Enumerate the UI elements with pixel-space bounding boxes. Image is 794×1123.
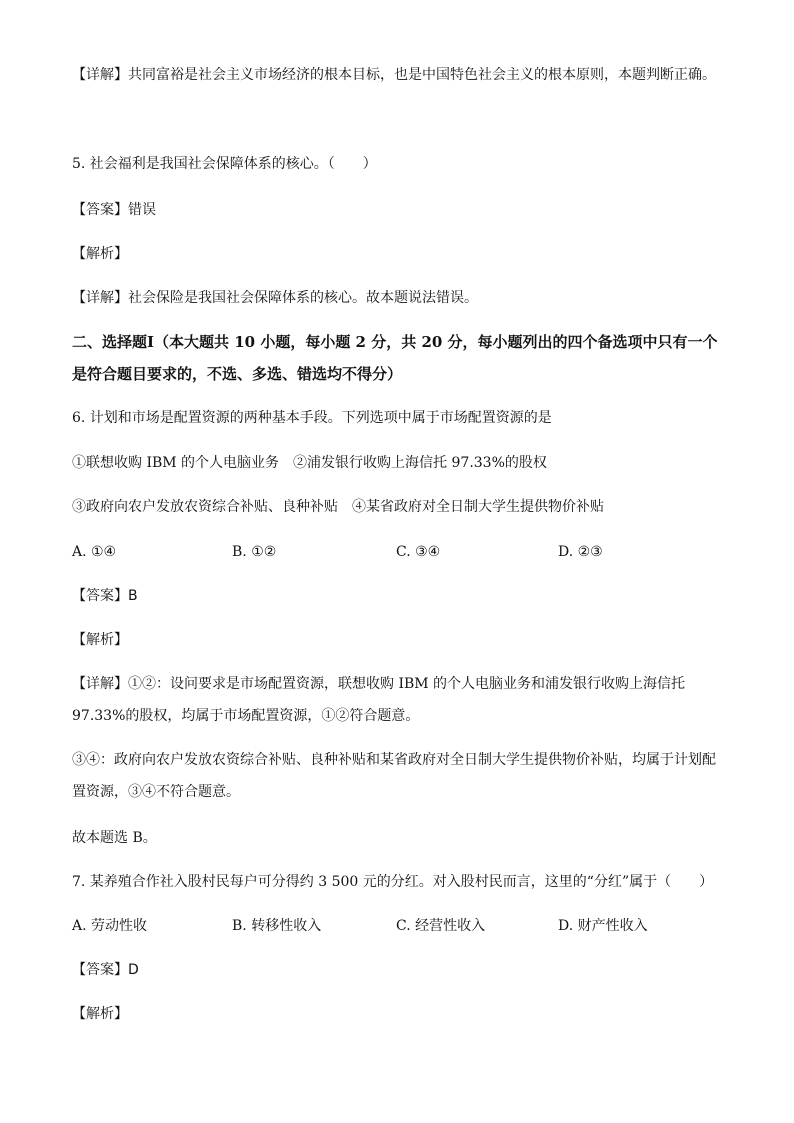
q7-option-d: D. 财产性收入 xyxy=(558,918,648,934)
q6-option-c: C. ③④ xyxy=(396,544,441,560)
answer-q7: 【答案】D xyxy=(72,962,139,978)
analysis-q7: 【解析】 xyxy=(72,1006,128,1022)
section-heading-2: 二、选择题Ⅰ（本大题共 10 小题，每小题 2 分，共 20 分，每小题列出的四个备选项中只有一个是符合题目要求的，不选、多选、错选均不得分） xyxy=(72,333,718,383)
q7-option-b: B. 转移性收入 xyxy=(232,918,322,934)
q6-statements-1: ①联想收购 IBM 的个人电脑业务 ②浦发银行收购上海信托 97.33%的股权 xyxy=(72,455,547,471)
q6-conclusion: 故本题选 B。 xyxy=(72,830,157,846)
analysis-q5: 【解析】 xyxy=(72,246,128,262)
answer-q6: 【答案】B xyxy=(72,588,138,604)
detail-q4: 【详解】共同富裕是社会主义市场经济的根本目标，也是中国特色社会主义的根本原则，本题判断正确。 xyxy=(72,67,716,83)
q6-option-b: B. ①② xyxy=(232,544,277,560)
answer-q5: 【答案】错误 xyxy=(72,202,156,218)
detail-q6-part1: 【详解】①②：设问要求是市场配置资源，联想收购 IBM 的个人电脑业务和浦发银行收购上海信托 97.33%的股权，均属于市场配置资源，①②符合题意。 xyxy=(72,676,686,724)
detail-q5: 【详解】社会保险是我国社会保障体系的核心。故本题说法错误。 xyxy=(72,290,478,306)
detail-q6-part2: ③④：政府向农户发放农资综合补贴、良种补贴和某省政府对全日制大学生提供物价补贴，均属于计划配置资源，③④不符合题意。 xyxy=(72,752,716,800)
q7-option-c: C. 经营性收入 xyxy=(396,918,486,934)
q6-option-d: D. ②③ xyxy=(558,544,603,560)
q6-option-a: A. ①④ xyxy=(72,544,117,560)
q6-statements-2: ③政府向农户发放农资综合补贴、良种补贴 ④某省政府对全日制大学生提供物价补贴 xyxy=(72,499,604,515)
analysis-q6: 【解析】 xyxy=(72,632,128,648)
question-7: 7. 某养殖合作社入股村民每户可分得约 3 500 元的分红。对入股村民而言，这里的“分红”属于（ ） xyxy=(72,874,714,890)
question-6: 6. 计划和市场是配置资源的两种基本手段。下列选项中属于市场配置资源的是 xyxy=(72,410,552,426)
q7-option-a: A. 劳动性收 xyxy=(72,918,148,934)
question-5: 5. 社会福利是我国社会保障体系的核心。（ ） xyxy=(72,156,377,172)
